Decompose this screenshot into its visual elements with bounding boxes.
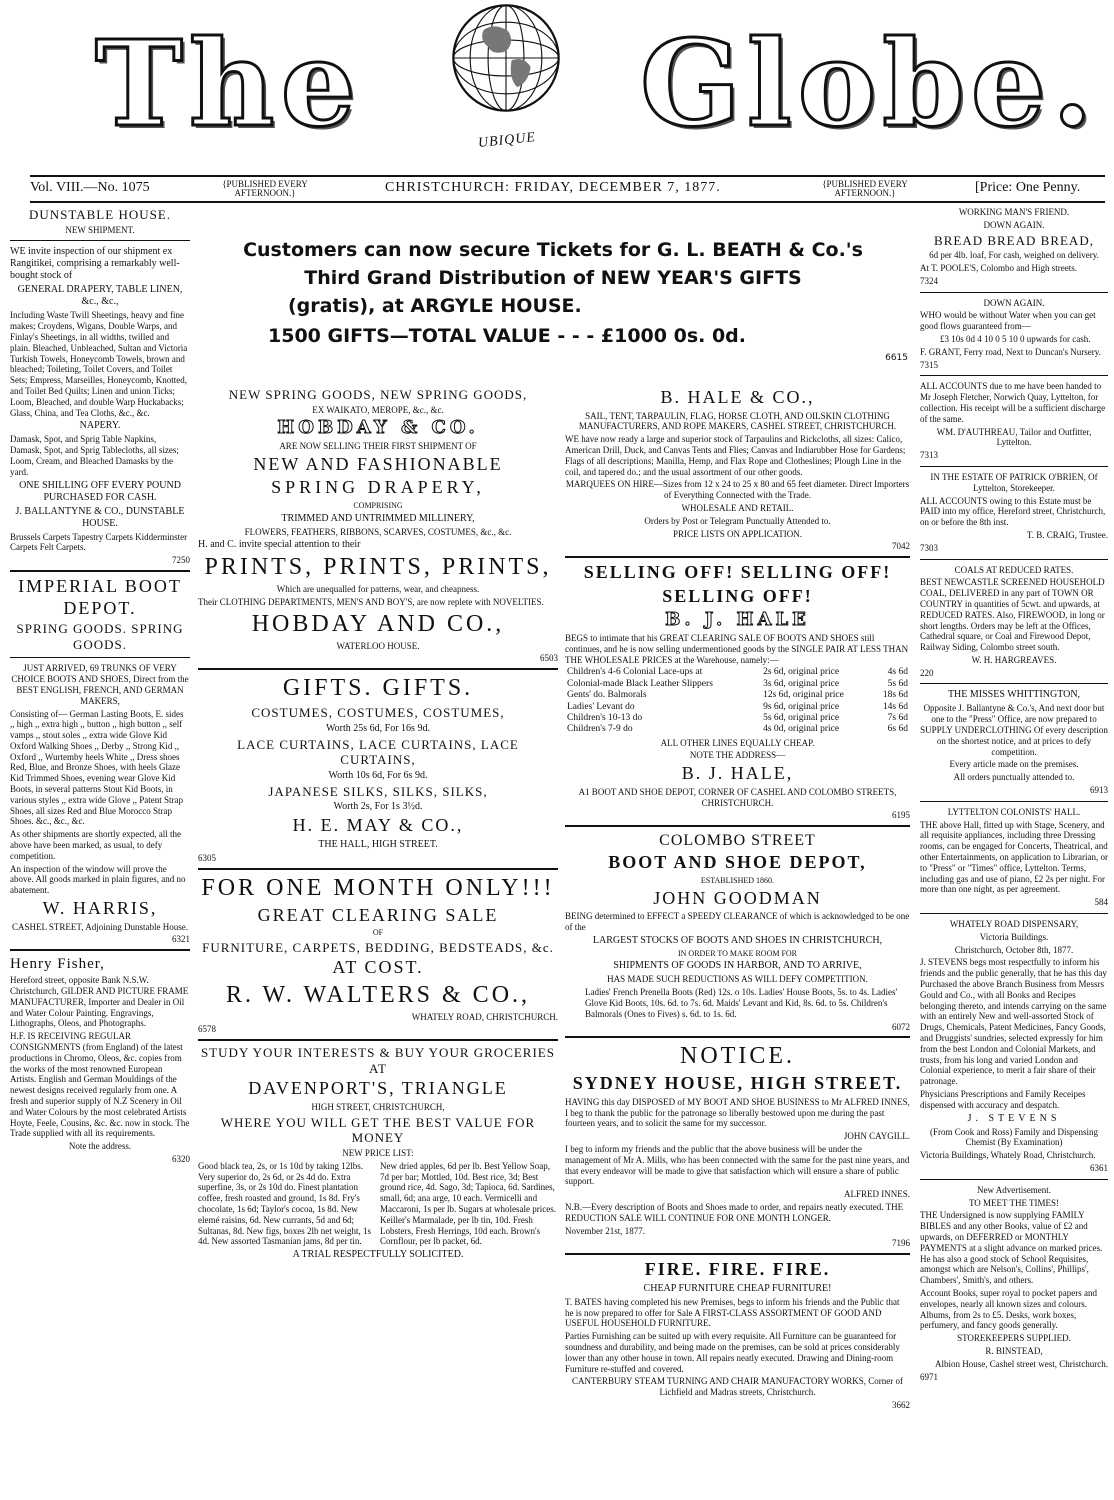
price-table-cell: Children's 4-6 Colonial Lace-ups at [567,667,703,678]
ad-text: WATERLOO HOUSE. [336,640,420,651]
ad-number: 7313 [920,450,938,461]
ad-text: BEING determined to EFFECT a SPEEDY CLEARANCE of which is acknowledged to be one of the [565,911,910,933]
ad-text: CASHEL STREET, Adjoining Dunstable House. [12,921,188,932]
ad-text: Orders by Post or Telegram Punctually Attended to. [644,515,831,526]
ad-heading: BOOT AND SHOE DEPOT, [608,852,867,873]
banner-line: 1500 GIFTS—TOTAL VALUE - - - £1000 0s. 0d. [268,325,746,347]
ad-text: Ladies' French Prenella Boots (Red) 12s. o 10s. Ladies' House Boots, 5s. to 4s. Ladies' Glove Kid Boots, 10s. 6d. to 7s. 6d. Maids' Levant and Kid, 8s. 6d. to 5s. Children's Balmorals (Ones to Fives) s. 6d. to 1s. 6d. [585,987,898,1019]
ad-number: 220 [920,667,934,678]
ad-subheading: NEW SHIPMENT. [65,224,135,235]
ad-text: LACE CURTAINS, LACE CURTAINS, LACE CURTAINS, [237,736,519,768]
publication-note-right: {PUBLISHED EVERY AFTERNOON.} [822,179,908,198]
masthead-motto: UBIQUE [477,130,537,151]
ad-text: ESTABLISHED 1860. [700,876,775,886]
ad-heading: COLOMBO STREET [659,832,816,850]
banner-line: Customers can now secure Tickets for G. L. BEATH & Co.'s [243,239,863,261]
ad-text: £3 10s 0d 4 10 0 5 10 0 upwards for cash. [940,333,1091,344]
masthead [0,0,1114,172]
ad-text: Physicians Prescriptions and Family Receipes dispensed with accuracy and despatch. [920,1088,1086,1110]
ad-text: FLOWERS, FEATHERS, RIBBONS, SCARVES, COSTUMES, &c., &c. [244,526,512,537]
column-4 [920,205,1108,1495]
ad-number: 6320 [172,1153,190,1164]
ad-heading: LYTTELTON COLONISTS' HALL. [947,806,1081,817]
price: [Price: One Penny. [975,180,1081,195]
ad-heading: SYDNEY HOUSE, HIGH STREET. [572,1073,903,1094]
column-2 [198,385,558,1495]
ad-text: COSTUMES, COSTUMES, COSTUMES, [251,704,505,720]
price-table-row [565,690,910,701]
column-1 [10,205,190,1495]
ad-text: H.F. IS RECEIVING REGULAR CONSIGNMENTS (from England) of the latest productions in Chromo, Oleos, &c. copies from the works of the most renowned European Artists. English and German Mouldings of the newest designs received regularly from one. A fresh and superior supply of N.Z Scenery in Oil and Water Colours by the most celebrated Artists Hoyte, Feele, Cousins, &c. &c. now in stock. The Trade supplied with all its requirements. [10,1031,190,1139]
ad-text: WM. D'AUTHREAU, Tailor and Outfitter, Lyttelton. [936,426,1092,448]
ad-text: HIGH STREET, CHRISTCHURCH, [311,1102,445,1113]
banner-line: (gratis), at ARGYLE HOUSE. [288,295,582,317]
dateline [30,175,1105,203]
ad-text: MARQUEES ON HIRE—Sizes from 12 x 24 to 25 x 80 and 65 feet diameter. Direct Importers of Everything Connected with the Trade. [565,479,910,501]
ad-text: NEW AND FASHIONABLE [253,453,503,474]
ad-text: W. H. HARGREAVES. [971,654,1057,665]
ad-name: R. W. WALTERS & CO., [225,981,531,1008]
divider [10,240,190,241]
ad-number: 7324 [920,275,938,286]
ad-text: THE above Hall, fitted up with Stage, Scenery, and all requisite appliances, including three Dressing rooms, can be engaged for Concerts, Theatrical, and other Entertainments, on application to Librarian, or to "Press" or "Times" office, Lyttelton. Terms, including gas and use of piano, £2 2s per night. For more than one night, as per agreement. [920,819,1108,895]
ad-heading: SELLING OFF! [662,585,813,606]
price-list-right: New dried apples, 6d per lb. Best Yellow Soap, 7d per bar; Mottled, 10d. Best rice, 3d; Best ground rice, 4d. Sago, 3d; Tapioca, 6d. Sardines, small, 6d; ana arge, 10 each. Vermicelli and Maccaroni, 1s per lb. Sugars at wholesale prices. Keiller's Marmalade, per lb tin, 10d. Fresh Lobsters, Fresh Herrings, 10d each. Brown's Cornflour, per lb packet, 6d. [380,1160,556,1247]
ad-heading: WHATELY ROAD DISPENSARY, [949,919,1079,930]
ad-text: N.B.—Every description of Boots and Shoes made to order, and repairs neatly executed. THE REDUCTION SALE WILL CONTINUE FOR ONE MONTH LONGER. [565,1201,904,1223]
ad-text: A TRIAL RESPECTFULLY SOLICITED. [292,1249,464,1261]
ad-text: A1 BOOT AND SHOE DEPOT, CORNER OF CASHEL AND COLOMBO STREETS, CHRISTCHURCH. [578,786,897,808]
ad-signature: JOHN CAYGILL. [843,1131,910,1142]
ad-subheading: TO MEET THE TIMES! [968,1197,1060,1208]
ad-subheading: NAPERY. [79,420,121,432]
ad-subheading: CHEAP FURNITURE CHEAP FURNITURE! [643,1282,832,1294]
ad-name: JOHN GOODMAN [653,887,822,908]
divider [198,868,558,870]
ad-text: Worth 25s 6d, For 16s 9d. [326,722,430,734]
ad-text: Parties Furnishing can be suited up with every requisite. All Furniture can be guaranteed for soundness and durability, and being made on the premises, can be sold at prices considerably lower than any other house in town. All repairs neatly executed. Drawing and Dining-room Furniture re-stuffed and covered. [565,1331,900,1374]
ad-text: Victoria Buildings, Whately Road, Christchurch. [920,1150,1096,1161]
ad-number: 6305 [198,852,216,863]
divider [10,657,190,658]
ad-heading: THE MISSES WHITTINGTON, [947,689,1081,701]
price-table-row [565,667,910,678]
divider [920,559,1108,560]
ad-number: 3662 [892,1399,910,1410]
ad-number: 6971 [920,1371,938,1382]
ad-name: W. HARRIS, [42,898,158,919]
ad-text: WHO would be without Water when you can get good flows guaranteed from— [920,310,1096,332]
divider [565,1036,910,1038]
ad-number: 6321 [172,934,190,945]
ad-text: SPRING DRAPERY, [271,477,485,498]
ad-heading: STUDY YOUR INTERESTS & BUY YOUR GROCERIES AT [201,1045,555,1076]
ad-text: FURNITURE, CARPETS, BEDDING, BEDSTEADS, &c. [202,939,554,955]
ad-number: 7250 [172,555,190,566]
price-table-cell: 6s 6d [887,724,908,735]
ad-text: BEGS to intimate that his GREAT CLEARING SALE OF BOOTS AND SHOES still continues, and he is now selling undermentioned goods by the SINGLE PAIR AT LESS THAN THE WHOLESALE PRICES at the Warehouse, namely:— [565,632,909,665]
ad-text: WE invite inspection of our shipment ex Rangitikei, comprising a remarkably well-bought stock of [10,246,180,282]
ad-text: HAS MADE SUCH REDUCTIONS AS WILL DEFY COMPETITION. [607,974,868,985]
ad-number: 6615 [885,353,908,363]
divider [565,825,910,827]
divider [920,466,1108,467]
divider [920,801,1108,802]
ad-date: November 21st, 1877. [565,1225,645,1236]
ad-text: (From Cook and Ross) Family and Dispensing Chemist (By Examination) [930,1126,1098,1148]
ad-number: 7042 [892,541,910,552]
ad-text: PRICE LISTS ON APPLICATION. [672,528,802,539]
ad-number: 7196 [892,1238,910,1249]
price-table-cell: 18s 6d [882,690,908,701]
ad-name: R. BINSTEAD, [985,1345,1043,1356]
price-table-cell: 14s 6d [882,701,908,712]
price-table-cell: Children's 7-9 do [567,724,633,735]
ad-number: 7315 [920,359,938,370]
divider [920,292,1108,293]
ad-text: IN ORDER TO MAKE ROOM FOR [677,948,798,958]
ad-text: Opposite J. Ballantyne & Co.'s, And next door but one to the "Press" Office, are now prepared to SUPPLY UNDERCLOTHING Of every description on the shortest notice, and at prices to defy competition. [920,703,1108,757]
ad-text: WE have now ready a large and superior stock of Tarpaulins and Rickcloths, all sizes: Calico, American Drill, Duck, and Canvas Tents and Flies; Canvas and Indiarubber Hose for Gardens; Flags of all descriptions; Manilla, Hemp, and Flax Rope and Clotheslines; Plough Line in the coil, and tapered do.; and the usual assortment of our other goods. [565,434,906,477]
price-table-cell: Gents' do. Balmorals [567,690,647,701]
price-table-cell: 12s 6d, original price [763,690,844,701]
price-table-cell: Colonial-made Black Leather Slippers [567,678,713,689]
price-table-cell: 9s 6d, original price [763,701,840,712]
ad-text: OF [372,928,384,938]
divider [920,913,1108,914]
banner-ad [198,235,908,375]
ad-heading: COALS AT REDUCED RATES. [954,564,1074,575]
ad-text: COMPRISING [353,500,403,510]
ad-number: 584 [1094,897,1108,908]
ad-heading: DOWN AGAIN. [983,297,1045,308]
price-table-cell: 4s 6d [887,667,908,678]
ad-heading: NOTICE. [680,1043,795,1070]
ad-text: Account Books, super royal to pocket papers and envelopes, nearly all known sizes and colours. Albums, from 2s to £5. Desks, work boxes, perfumery, and fancy goods generally. [920,1287,1097,1331]
ad-date: Christchurch, October 8th, 1877. [954,944,1074,955]
price-table-row [565,724,910,735]
ad-heading: SELLING OFF! SELLING OFF! [583,562,892,583]
ad-text: STOREKEEPERS SUPPLIED. [957,1333,1071,1344]
ad-text: SAIL, TENT, TARPAULIN, FLAG, HORSE CLOTH, AND OILSKIN CLOTHING MANUFACTURERS, AND ROPE MAKERS, CASHEL STREET, CHRISTCHURCH. [578,410,897,432]
ad-name: HOBDAY & CO. [277,417,479,439]
price-table-row [565,713,910,724]
ad-heading: IN THE ESTATE OF PATRICK O'BRIEN, Of Lyttelton, Storekeeper. [930,471,1098,493]
ad-text: BEST NEWCASTLE SCREENED HOUSEHOLD COAL, DELIVERED in any part of TOWN OR COUNTRY in quantities of 5cwt. and upwards, at REDUCED RATES. Also, FIREWOOD, in long or short lengths. Orders may be left at the Offices, Cathedral square, or Coal and Firewood Depot, Railway Siding, Colombo street south. [920,577,1105,653]
ad-text: GENERAL DRAPERY, TABLE LINEN, &c., &c., [17,284,183,308]
ad-text: HAVING this day DISPOSED of MY BOOT AND SHOE BUSINESS to Mr ALFRED INNES, I beg to thank the public for the patronage so liberally bestowed upon me during the past fourteen years, and to solicit the same for my successor. [565,1096,910,1129]
ad-number: 6913 [1090,785,1108,796]
price-table-cell: 5s 6d, original price [763,712,840,723]
ad-text: Which are unequalled for patterns, wear, and cheapness. [276,584,480,595]
price-list-left: Good black tea, 2s, or 1s 10d by taking 12lbs. Very superior do, 2s 6d, or 2s 4d do. Extra superfine, 3s, or 2s 10d do. Finest plantation coffee, fresh roasted and ground, 1s 8d. Fry's chocolate, 1s 6d; Taylor's cocoa, 1s 8d. New elemé raisins, 6d. New currants, 5d and 6d; Sultanas, 8d. New figs, boxes 2lb net weight, 1s 4d. New assorted Tasmanian jams, 8d per tin. [198,1160,371,1247]
ad-text: NEW PRICE LIST: [342,1148,414,1159]
price-table-row [565,679,910,690]
price-table-cell: 3s 6d, original price [763,678,840,689]
ad-subheading: SPRING GOODS. SPRING GOODS. [16,621,184,652]
ad-text: WHERE YOU WILL GET THE BEST VALUE FOR MONEY [220,1114,536,1146]
ad-text: Worth 10s 6d, For 6s 9d. [328,769,428,781]
price-table-row [565,702,910,713]
price-table-cell: 4s 0d, original price [763,724,840,735]
price-table-body [565,667,910,735]
ad-heading: DUNSTABLE HOUSE. [28,207,172,222]
ad-signature: ALFRED INNES. [843,1189,910,1200]
ad-heading: Henry Fisher, [10,956,105,973]
ad-text: Damask, Spot, and Sprig Table Napkins, Damask, Spot, and Sprig Tablecloths, all sizes; Loom, Cream, and Bleached Damasks by the yard. [10,434,179,477]
ad-text: At T. POOLE'S, Colombo and High streets. [920,262,1078,273]
ad-text: T. BATES having completed his new Premises, begs to inform his friends and the Public that he is now prepared to offer for Sale A FIRST-CLASS ASSORTMENT OF GOOD AND USEFUL HOUSEHOLD FURNITURE. [565,1296,900,1329]
ad-heading: BREAD BREAD BREAD, [934,232,1094,248]
column-3 [565,385,910,1495]
ad-text: EX WAIKATO, MEROPE, &c., &c. [312,404,444,415]
price-table-cell: Ladies' Levant do [567,701,635,712]
ad-text: PRINTS, PRINTS, PRINTS, [204,554,552,581]
ad-text: ALL ACCOUNTS owing to this Estate must be PAID into my office, Hereford street, Christchurch, on or before the 8th inst. [920,495,1106,528]
divider [920,375,1108,376]
ad-text: THE HALL, HIGH STREET. [318,838,438,850]
ad-number: 6072 [892,1021,910,1032]
ad-text: ARE NOW SELLING THEIR FIRST SHIPMENT OF [279,440,477,451]
volume-number: Vol. VIII.—No. 1075 [30,180,150,195]
ad-text: SHIPMENTS OF GOODS IN HARBOR, AND TO ARRIVE, [613,960,862,972]
divider [10,570,190,572]
divider [198,1039,558,1041]
ad-heading: New Advertisement. [977,1184,1051,1195]
ad-text: ALL OTHER LINES EQUALLY CHEAP. [660,737,815,748]
ad-text: H. and C. invite special attention to their [198,539,361,551]
globe-icon [450,2,562,114]
price-table [565,667,910,735]
ad-name: HOBDAY AND CO., [251,610,505,637]
ad-heading: GIFTS. GIFTS. [282,675,474,702]
divider [920,1179,1108,1180]
ad-name: B. J. HALE [665,609,810,631]
ad-number: 6361 [1090,1162,1108,1173]
ad-text: Their CLOTHING DEPARTMENTS, MEN'S AND BOY'S, are now replete with NOVELTIES. [198,596,544,607]
ad-text: CANTERBURY STEAM TURNING AND CHAIR MANUFACTORY WORKS, Corner of Lichfield and Madras streets, Christchurch. [572,1376,903,1398]
ad-text: THE Undersigned is now supplying FAMILY BIBLES and any other Books, value of £2 and upwards, on DEFERRED or MONTHLY PAYMENTS at a slight advance on marked prices. He has also a good stock of School Requisites, amongst which are Nelson's, Collins', Phillips', Chambers', Smith's, and others. [920,1210,1103,1286]
ad-number: 6578 [198,1024,216,1035]
ad-text: J. STEVENS begs most respectfully to inform his friends and the public generally, that he has this day Purchased the above Branch Business from Messrs Gould and Co., with all Books and Recipes belonging thereto, and intends carrying on the same with an entirely New and well-assorted Stock of Drugs, Chemicals, Patent Medicines, Fancy Goods, and Druggists' sundries, selected expressly for him from the best London and Colonial Markets, and trusts, from his long and varied London and Colonial experience, to merit a fair share of their patronage. [920,957,1107,1087]
publication-note-left: {PUBLISHED EVERY AFTERNOON.} [222,179,308,198]
ad-heading: FIRE. FIRE. FIRE. [644,1259,831,1280]
ad-text: Albion House, Cashel street west, Christchurch. [935,1358,1108,1369]
ad-text: Including Waste Twill Sheetings, heavy and fine makes; Croydens, Wigans, Double Warps, and Finlay's Sheetings, in all widths, twilled and plain. Bleached, Unbleached, Sultan and Victoria Turkish Towels, Honeycomb Towels, brown and bleached; Toileting, Toilet Covers, and Toilet Sets; Empress, Marseilles, Honeycomb, Knotted, and Toilet Bed Quilts; Linen and union Ticks; Loom, Bleached, and double Warp Huckabacks; Glass, China, and Tea Cloths, &c., &c. [10,310,188,418]
ad-text: All orders punctually attended to. [953,772,1075,783]
ad-heading: NEW SPRING GOODS, NEW SPRING GOODS, [228,387,528,402]
ad-text: As other shipments are shortly expected, all the above have been marked, as usual, to defy competition. [10,829,181,861]
ad-number: 6195 [892,810,910,821]
ad-heading: WORKING MAN'S FRIEND. [958,207,1070,217]
ad-text: LARGEST STOCKS OF BOOTS AND SHOES IN CHRISTCHURCH, [592,934,883,946]
ad-name: B. J. HALE, [681,763,794,784]
ad-text: ONE SHILLING OFF EVERY POUND PURCHASED FOR CASH. [19,479,181,503]
masthead-title-left: The [95,14,362,153]
ad-text: An inspection of the window will prove the above. All goods marked in plain figures, and no abatement. [10,863,186,896]
ad-heading: IMPERIAL BOOT DEPOT. [18,575,182,618]
ad-name: DAVENPORT'S, TRIANGLE [248,1078,508,1099]
price-table-cell: 5s 6d [887,678,908,689]
ad-text: Note the address. [68,1141,132,1152]
ad-text: AT COST. [332,957,424,978]
ad-subheading: Victoria Buildings. [979,931,1049,942]
ad-text: JUST ARRIVED, 69 TRUNKS OF VERY CHOICE BOOTS AND SHOES, Direct from the BEST ENGLISH, FRENCH, AND GERMAN MAKERS, [11,663,189,706]
ad-text: WHOLESALE AND RETAIL. [681,502,794,513]
ad-text: F. GRANT, Ferry road, Next to Duncan's Nursery. [920,346,1101,357]
ad-text: 6d per 4lb. loaf, For cash, weighed on delivery. [929,250,1099,261]
ad-text: ALL ACCOUNTS due to me have been handed to Mr Joseph Fletcher, Norwich Quay, Lyttelton, for collection. His receipt will be a sufficient discharge of the same. [920,381,1106,424]
ad-text: JAPANESE SILKS, SILKS, SILKS, [268,783,488,799]
divider [10,949,190,951]
ad-name: H. E. MAY & CO., [292,815,464,836]
ad-name: J. STEVENS [967,1112,1061,1124]
ad-text: Brussels Carpets Tapestry Carpets Kidderminster Carpets Felt Carpets. [10,531,188,553]
divider [920,683,1108,684]
ad-text: T. B. CRAIG, Trustee. [1026,529,1108,540]
banner-line: Third Grand Distribution of NEW YEAR'S GIFTS [304,267,802,289]
ad-text: Worth 2s, For 1s 3½d. [333,801,423,813]
ad-text: J. BALLANTYNE & CO., DUNSTABLE HOUSE. [15,505,185,529]
ad-text: I beg to inform my friends and the public that the above business will be under the management of Mr A. Mills, who has been connected with the same for the past nine years, and that every endeavor will be made to give that satisfaction which will ensure a share of public support. [565,1143,910,1187]
masthead-title-right: Globe. [640,14,1099,153]
ad-text: Hereford street, opposite Bank N.S.W. Christchurch, GILDER AND PICTURE FRAME MANUFACTURER, Importer and Dealer in Oil and Water Colour Painting. Engravings, Lithographs, Oleos, and Photographs. [10,975,189,1029]
ad-number: 7303 [920,542,938,553]
ad-heading: B. HALE & CO., [660,387,815,407]
ad-text: WHATELY ROAD, CHRISTCHURCH. [411,1011,558,1022]
ad-subheading: DOWN AGAIN. [983,219,1045,230]
price-table-cell: 7s 6d [887,712,908,723]
ad-number: 6503 [540,653,558,664]
price-list [198,1161,558,1247]
ad-text: TRIMMED AND UNTRIMMED MILLINERY, [281,512,475,524]
ad-text: GREAT CLEARING SALE [257,904,499,925]
ad-text: Consisting of— German Lasting Boots, E. sides ,, high ,, extra high ,, button ,, high button ,, self vamps ,, stout soles ,, extra wide Glove Kid Oxford Walking Shoes ,, Derby ,, Strong Kid ,, Oxford ,, Wurtemby heels White ,, Dress shoes Red, Blue, and Bronze Shoes, with heels Glaze Kid Trimmed Shoes, evening wear Glove Kid Boots, in several patterns Stout Kid Boots, in various styles ,, extra wide Glove ,, Patent Strap Shoes, all sizes Red and Blue Morocco Strap Shoes. &c., &c., &c. [10,708,184,827]
ad-text: NOTE THE ADDRESS— [689,750,786,761]
divider [198,668,558,670]
price-table-cell: 2s 6d, original price [763,667,840,678]
ad-heading: FOR ONE MONTH ONLY!!! [201,874,555,901]
divider [565,556,910,558]
ad-text: Every article made on the premises. [949,759,1079,770]
divider [565,1253,910,1255]
place-date: CHRISTCHURCH: FRIDAY, DECEMBER 7, 1877. [385,180,721,195]
price-table-cell: Children's 10-13 do [567,712,643,723]
